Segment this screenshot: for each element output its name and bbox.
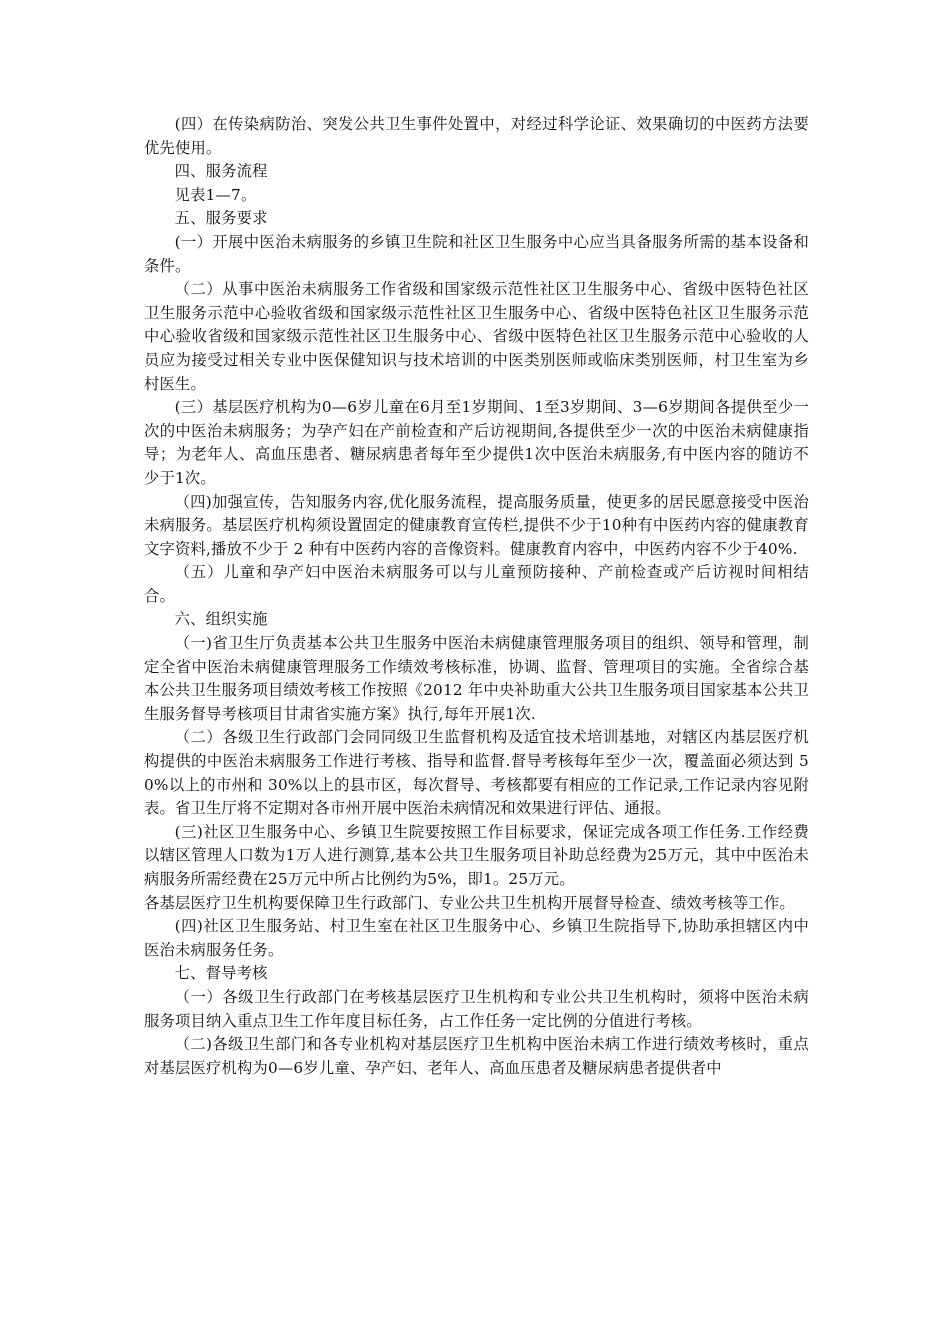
paragraph-organization-2: （二）各级卫生行政部门会同同级卫生监督机构及适宜技术培训基地，对辖区内基层医疗机构提供的中医治未病服务工作进行考核、指导和监督.督导考核每年至少一次，覆盖面必须达到 50%以上的市州和 30%以上的县市区，每次督导、考核都要有相应的工作记录,工作记录内容见附表。省卫生厅将不定期对各市州开展中医治未病情况和效果进行评估、通报。 bbox=[144, 728, 809, 818]
section-heading-supervision: 七、督导考核 bbox=[174, 964, 268, 983]
document-body bbox=[144, 113, 809, 1080]
paragraph-supervision-2: （二)各级卫生部门和各专业机构对基层医疗卫生机构中医治未病工作进行绩效考核时，重点对基层医疗机构为0—6岁儿童、孕产妇、老年人、高血压患者及糖尿病患者提供者中 bbox=[144, 1035, 809, 1077]
paragraph-organization-4: (四)社区卫生服务站、村卫生室在社区卫生服务中心、乡镇卫生院指导下,协助承担辖区内中医治未病服务任务。 bbox=[144, 917, 809, 959]
paragraph-organization-3: (三)社区卫生服务中心、乡镇卫生院要按照工作目标要求，保证完成各项工作任务.工作经费以辖区管理人口数为1万人进行测算,基本公共卫生服务项目补助总经费为25万元，其中中医治未病服务所需经费在25万元中所占比例约为5%，即1。25万元。 bbox=[144, 822, 809, 888]
paragraph-requirement-4: （四)加强宣传，告知服务内容,优化服务流程，提高服务质量，使更多的居民愿意接受中医治未病服务。基层医疗机构须设置固定的健康教育宣传栏,提供不少于10种有中医药内容的健康教育文字资料,播放不少于 2 种有中医药内容的音像资料。健康教育内容中，中医药内容不少于40%. bbox=[144, 492, 809, 558]
paragraph-organization-3-continued: 各基层医疗卫生机构要保障卫生行政部门、专业公共卫生机构开展督导检查、绩效考核等工作。 bbox=[144, 893, 795, 912]
paragraph-item-4-priority-use: (四）在传染病防治、突发公共卫生事件处置中，对经过科学论证、效果确切的中医药方法要优先使用。 bbox=[144, 115, 809, 157]
section-heading-service-process: 四、服务流程 bbox=[174, 162, 268, 181]
paragraph-requirement-5: （五）儿童和孕产妇中医治未病服务可以与儿童预防接种、产前检查或产后访视时间相结合。 bbox=[144, 563, 809, 605]
section-heading-service-requirements: 五、服务要求 bbox=[174, 209, 268, 228]
paragraph-requirement-1: (一）开展中医治未病服务的乡镇卫生院和社区卫生服务中心应当具备服务所需的基本设备和条件。 bbox=[144, 232, 809, 275]
section-heading-organization: 六、组织实施 bbox=[174, 610, 268, 629]
paragraph-supervision-1: （一）各级卫生行政部门在考核基层医疗卫生机构和专业公共卫生机构时，须将中医治未病服务项目纳入重点卫生工作年度目标任务，占工作任务一定比例的分值进行考核。 bbox=[144, 987, 809, 1030]
paragraph-see-table: 见表1—7。 bbox=[174, 185, 257, 204]
paragraph-organization-1: （一)省卫生厅负责基本公共卫生服务中医治未病健康管理服务项目的组织、领导和管理，制定全省中医治未病健康管理服务工作绩效考核标准，协调、监督、管理项目的实施。全省综合基本公共卫生服务项目绩效考核工作按照《2012 年中央补助重大公共卫生服务项目国家基本公共卫生服务督导考核项目甘肃省实施方案》执行,每年开展1次. bbox=[144, 634, 809, 723]
paragraph-requirement-2: （二）从事中医治未病服务工作省级和国家级示范性社区卫生服务中心、省级中医特色社区卫生服务示范中心验收省级和国家级示范性社区卫生服务中心、省级中医特色社区卫生服务示范中心验收省级和国家级示范性社区卫生服务中心、省级中医特色社区卫生服务示范中心验收的人员应为接受过相关专业中医保健知识与技术培训的中医类别医师或临床类别医师，村卫生室为乡村医生。 bbox=[144, 280, 809, 393]
paragraph-requirement-3: (三）基层医疗机构为0—6岁儿童在6月至1岁期间、1至3岁期间、3—6岁期间各提供至少一次的中医治未病服务；为孕产妇在产前检查和产后访视期间,各提供至少一次的中医治未病健康指导；为老年人、高血压患者、糖尿病患者每年至少提供1次中医治未病服务,有中医内容的随访不少于1次。 bbox=[144, 398, 809, 487]
